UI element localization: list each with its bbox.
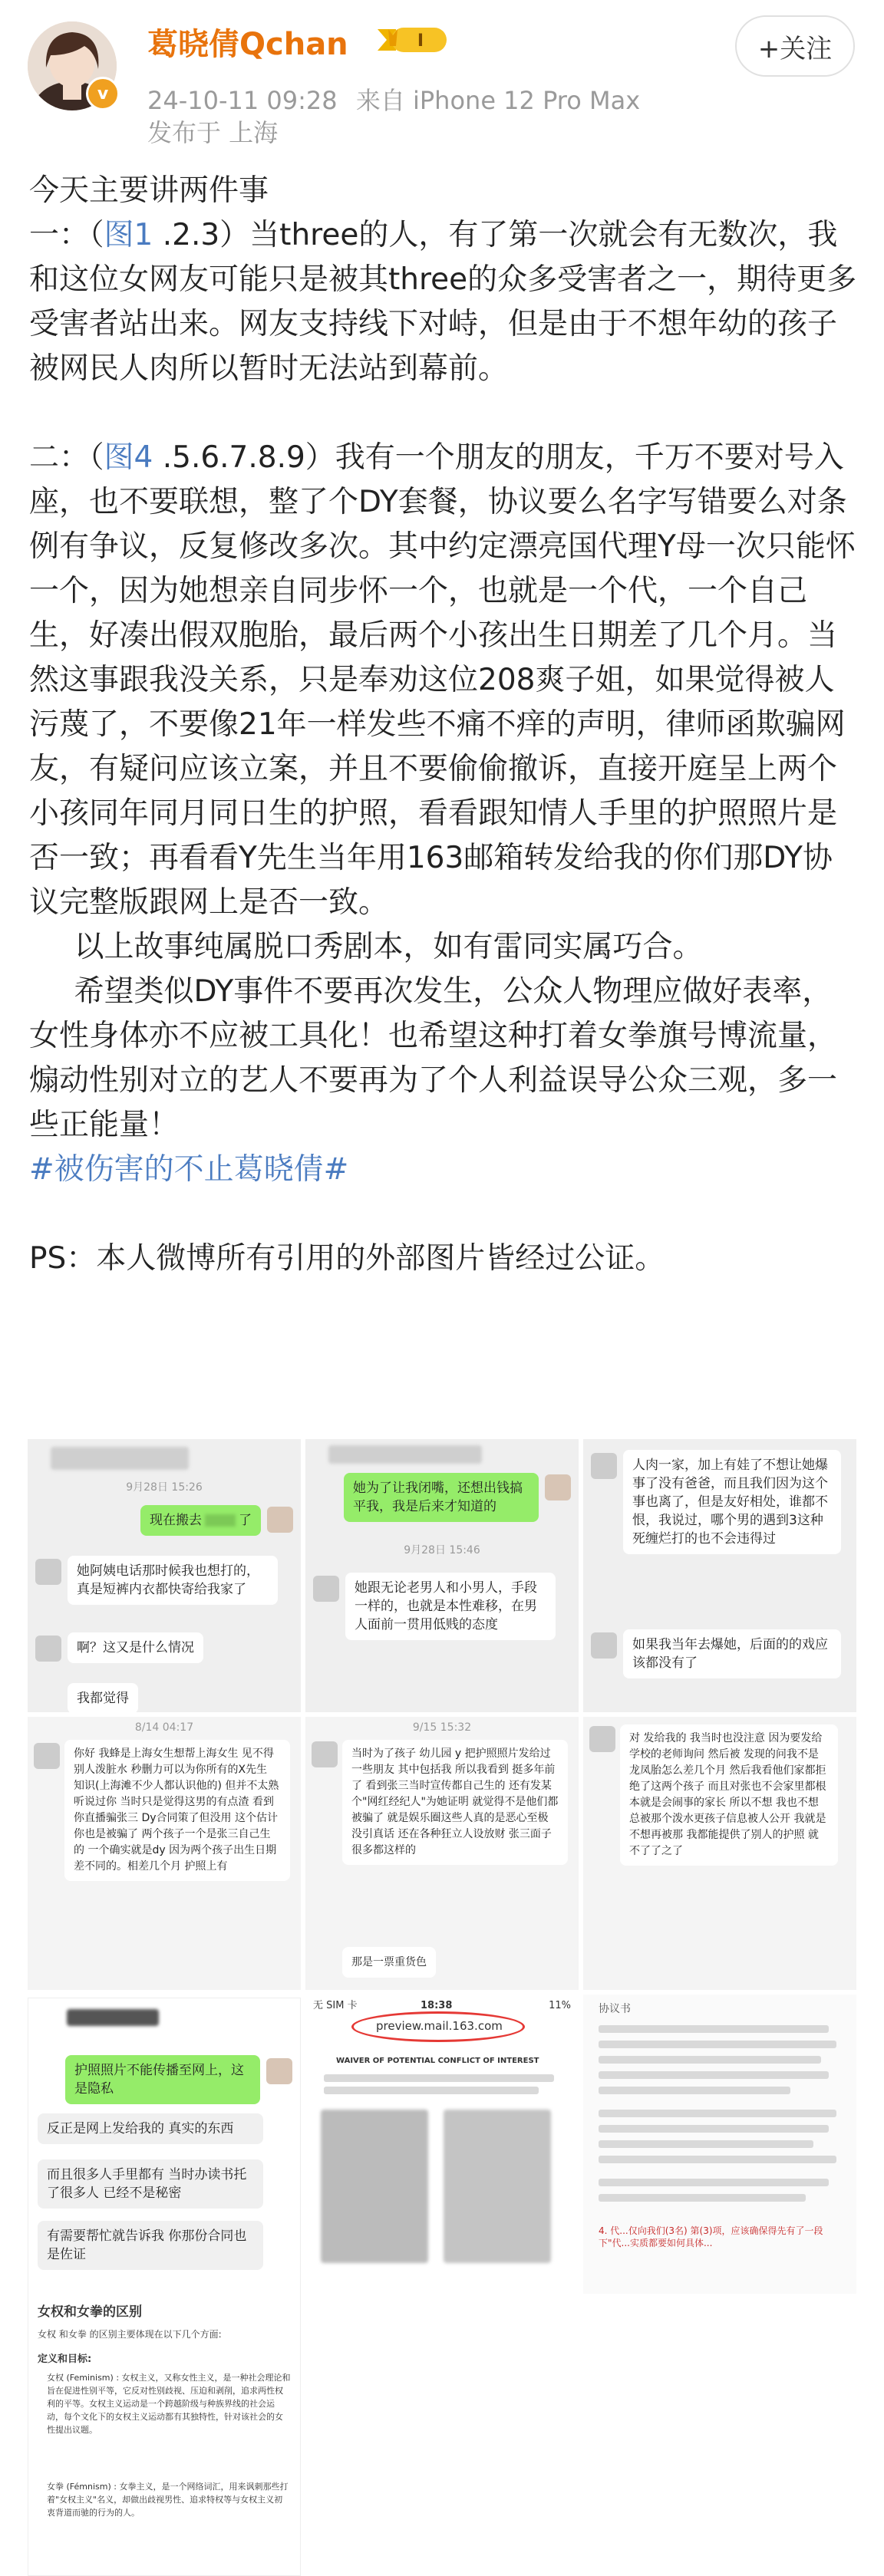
post-paragraph-4: 希望类似DY事件不要再次发生，公众人物理应做好表率，女性身体亦不应被工具化！也希望这种打着女拳旗号博流量，煽动性别对立的艺人不要再为了个人利益误导公众三观，多一些正能量！ <box>29 974 838 1142</box>
chat-bubble-right: 护照照片不能传播至网上，这是隐私 <box>65 2055 260 2104</box>
chat-bubble-left: 有需要帮忙就告诉我 你那份合同也是佐证 <box>38 2221 263 2270</box>
post-meta <box>147 81 640 117</box>
chat-avatar <box>591 1453 617 1479</box>
p2-text: .5.6.7.8.9）我有一个朋友的朋友，千万不要对号入座，也不要联想，整了个DY套餐，协议要么名字写错要么对条例有争议，反复修改多次。其中约定漂亮国代理Y母一次只能怀一个，因为她想亲自同步怀一个，也就是一个代，一个自己生，好凑出假双胞胎，最后两个小孩出生日期差了几个月。当然这事跟我没关系，只是奉劝这位208爽子姐，如果觉得被人污蔑了，不要像21年一样发些不痛不痒的声明，律师函欺骗网友，有疑问应该立案，并且不要偷偷撤诉，直接开庭呈上两个小孩同年同月同日生的护照，看看跟知情人手里的护照照片是否一致；再看看Y先生当年用163邮箱转发给我的你们那DY协议完整版跟网上是否一致。 <box>29 440 856 920</box>
doc-footnote: 4. 代...仅向我们(3名) 第(3)项，应该确保得先有了一段下"代...实质都要如何具体... <box>599 2225 823 2248</box>
post-paragraph-1 <box>29 213 858 391</box>
chat-avatar <box>545 1474 571 1500</box>
doc-heading: WAIVER OF POTENTIAL CONFLICT OF INTEREST <box>336 2057 539 2065</box>
status-time: 18:38 <box>421 2000 453 2011</box>
image-8[interactable] <box>305 1995 579 2294</box>
image-link-1[interactable]: 图1 <box>104 218 153 252</box>
p2-prefix: 二：（ <box>29 440 104 475</box>
chat-bubble-left: 对 发给我的 我当时也没注意 因为要发给学校的老师询问 然后被 发现的问我不是龙凤胎怎么差几个月 然后我看他们家都拒绝了这两个孩子 而且对张也不会家里都根本就是会闹事的家长 所以不想 我也不想总被那个泼水更孩子信息被人公开 我就是不想再被那 我都能提供了别人的护照 就不了了之了 <box>620 1724 838 1866</box>
image-1[interactable] <box>28 1439 301 1712</box>
post-location: 发布于 上海 <box>147 118 279 147</box>
post-intro: 今天主要讲两件事 <box>29 173 269 208</box>
chat-time: 9月28日 15:46 <box>404 1544 480 1556</box>
chat-avatar <box>312 1741 338 1767</box>
follow-button[interactable]: +关注 <box>735 15 855 77</box>
chat-bubble-left: 如果我当年去爆她，后面的的戏应该都没有了 <box>623 1629 841 1678</box>
chat-avatar <box>35 1636 61 1662</box>
chat-avatar <box>266 2058 292 2084</box>
post-ps: PS：本人微博所有引用的外部图片皆经过公证。 <box>29 1241 665 1276</box>
chat-time: 9月28日 15:26 <box>126 1481 203 1494</box>
doc-header: 协议书 <box>599 2003 631 2015</box>
post-paragraph-3: 以上故事纯属脱口秀剧本，如有雷同实属巧合。 <box>74 930 703 964</box>
post-paragraph-2 <box>29 436 858 925</box>
chat-avatar <box>313 1576 339 1602</box>
image-6[interactable] <box>583 1717 856 1990</box>
verified-badge-icon: v <box>86 77 120 110</box>
chat-avatar <box>34 1743 60 1769</box>
post-header <box>0 0 884 153</box>
image-9[interactable] <box>583 1995 856 2294</box>
image-7[interactable] <box>28 1998 301 2576</box>
image-3[interactable] <box>583 1439 856 1712</box>
image-4[interactable] <box>28 1717 301 1990</box>
image-link-4[interactable]: 图4 <box>104 440 153 475</box>
chat-time: 8/14 04:17 <box>134 1721 194 1734</box>
chat-bubble-left: 人肉一家，加上有娃了不想让她爆事了没有爸爸，而且我们因为这个事也离了，但是友好相处，谁都不恨，我说过，哪个男的遇到3这种死缠烂打的也不会违得过 <box>623 1450 841 1554</box>
image-5[interactable] <box>305 1717 579 1990</box>
post-source: 来自 iPhone 12 Pro Max <box>355 86 641 115</box>
chat-avatar <box>589 1726 615 1752</box>
mail-url: preview.mail.163.com <box>376 2019 503 2033</box>
chat-time: 9/15 15:32 <box>412 1721 472 1734</box>
doc-item-1: 女权 (Feminism) : 女权主义，又称女性主义，是一种社会理论和 旨在促进性别平等，它反对性别歧视、压迫和剥削，追求两性权利的平等。女权主义运动是一个跨越阶级与种族界线的社会运动，每个文化下的女权主义运动都有其独特性，针对该社会的女性提出议题。 <box>47 2373 291 2435</box>
p1-prefix: 一：（ <box>29 218 104 252</box>
chat-bubble-left: 她阿姨电话那时候我也想打的，真是短裤内衣都快寄给我家了 <box>68 1556 278 1605</box>
post-body <box>29 169 858 1281</box>
chat-bubble-left: 啊？这又是什么情况 <box>68 1632 203 1663</box>
image-2[interactable] <box>305 1439 579 1712</box>
p1-text: .2.3）当three的人，有了第一次就会有无数次，我和这位女网友可能只是被其three的众多受害者之一，期待更多受害者站出来。网友支持线下对峙，但是由于不想年幼的孩子被网民人肉所以暂时无法站到幕前。 <box>29 218 857 386</box>
doc-item-2: 女拳 (Fémnism) : 女拳主义，是一个网络词汇，用来讽刺那些打着"女权主义"名义，却做出歧视男性、追求特权等与女权主义初衷背道而驰的行为的人。 <box>47 2482 289 2518</box>
chat-bubble-left: 我都觉得 <box>68 1683 138 1712</box>
chat-bubble-left: 你好 我蜂是上海女生想帮上海女生 见不得别人泼脏水 秒删力可以为你所有的X先生 知识(上海滩不少人都认识他的) 但并不太熟 听说过你 当时只是觉得这男的有点渣 看到你直播骗张三 Dy合同策了但没用 这个估计你也是被骗了 两个孩子一个是张三自己生的 一个确实就是dy 因为两个孩子出生日期差不同的。相差几个月 护照上有 <box>64 1740 290 1881</box>
chat-bubble-left: 反正是网上发给我的 真实的东西 <box>38 2113 263 2144</box>
username[interactable]: 葛晓倩Qchan <box>147 27 348 62</box>
chat-bubble-left: 当时为了孩子 幼儿园 y 把护照照片发给过一些朋友 其中包括我 所以我看到 挺多年前了 看到张三当时宣传都自己生的 还有发某个"网红经纪人"为她证明 就觉得不是他们都被骗了 就是娱乐圈这些人真的是恶心至极 没引真话 还在各种狂立人设放财 张三面子很多都这样的 <box>342 1740 568 1865</box>
chat-avatar <box>35 1559 61 1585</box>
post-timestamp: 24-10-11 09:28 <box>147 86 338 115</box>
hashtag-link[interactable]: #被伤害的不止葛晓倩# <box>29 1152 349 1187</box>
status-battery: 11% <box>549 2000 571 2011</box>
chat-bubble-right: 现在搬去 了 <box>140 1505 261 1536</box>
chat-avatar <box>267 1507 293 1533</box>
status-carrier: 无 SIM 卡 <box>313 2000 358 2011</box>
vip-level-text: I <box>417 31 424 51</box>
chat-bubble-right: 她为了让我闭嘴，还想出钱搞平我，我是后来才知道的 <box>344 1473 539 1522</box>
chat-bubble-left: 那是一票重货色 <box>342 1947 436 1978</box>
chat-avatar <box>591 1632 617 1659</box>
chat-bubble-left: 她跟无论老男人和小男人，手段一样的，也就是本性难移，在男人面前一贯用低贱的态度 <box>345 1573 556 1640</box>
chat-bubble-left: 而且很多人手里都有 当时办读书托了很多人 已经不是秘密 <box>38 2159 263 2209</box>
doc-title: 女权和女拳的区别 <box>38 2304 142 2320</box>
doc-intro: 女权 和女拳 的区别主要体现在以下几个方面: <box>38 2329 222 2340</box>
vip-level-icon <box>373 23 450 57</box>
doc-section: 定义和目标: <box>38 2354 92 2365</box>
